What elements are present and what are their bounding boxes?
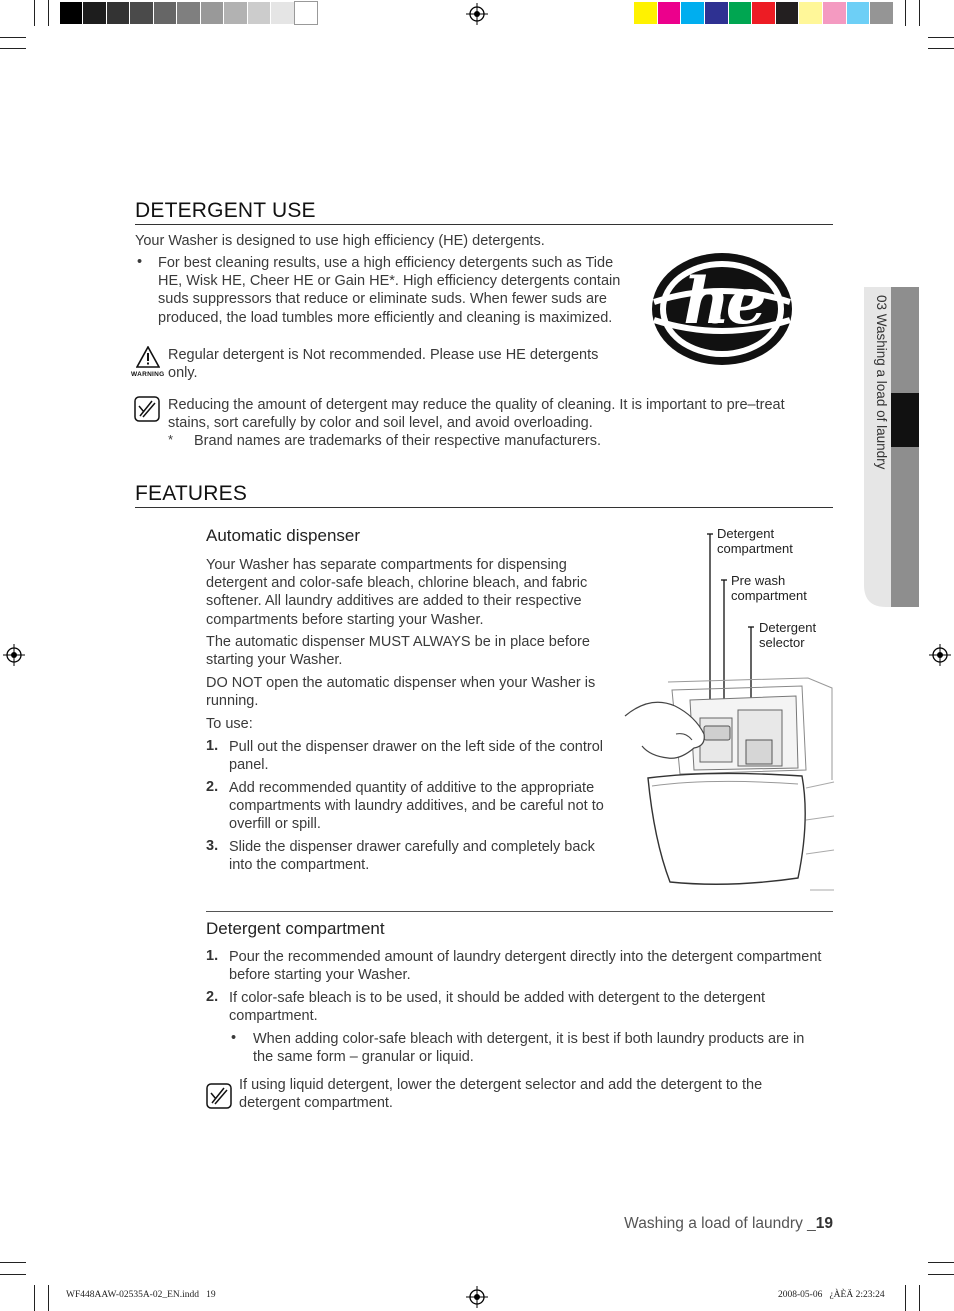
- detergent-intro: Your Washer is designed to use high efficiency (HE) detergents.: [135, 233, 545, 249]
- bullet-marker: •: [231, 1030, 237, 1046]
- warning-triangle-icon: [136, 346, 160, 368]
- compartment-sub-bullet: When adding color-safe bleach with detergent, it is best if both laundry products are in the same form – granular or liquid.: [253, 1031, 805, 1066]
- color-swatch: [823, 2, 846, 24]
- note-detergent-amount: Reducing the amount of detergent may reduce the quality of cleaning. It is important to pre–treat stains, sort carefully by color and soil level, and avoid overloading.: [168, 397, 785, 432]
- color-swatch: [130, 2, 152, 24]
- step-number: 1.: [206, 948, 219, 964]
- color-swatch: [729, 2, 752, 24]
- he-logo-text: he: [683, 264, 763, 339]
- color-swatch: [107, 2, 129, 24]
- step-number: 3.: [206, 838, 219, 854]
- warning-label: WARNING: [131, 371, 165, 378]
- dispenser-para-2: The automatic dispenser MUST ALWAYS be in place before starting your Washer.: [206, 634, 590, 669]
- color-swatch: [634, 2, 657, 24]
- step-number: 2.: [206, 779, 219, 795]
- color-swatch: [177, 2, 199, 24]
- section-heading-features: FEATURES: [135, 482, 248, 505]
- color-swatch: [271, 2, 293, 24]
- footer-page-label: Washing a load of laundry _: [624, 1215, 816, 1232]
- note-liquid-detergent: If using liquid detergent, lower the detergent selector and add the detergent to the detergent compartment.: [239, 1077, 763, 1112]
- color-swatch: [248, 2, 270, 24]
- footnote-text: Brand names are trademarks of their respective manufacturers.: [194, 433, 601, 449]
- footer-date-info: 2008-05-06 ¿ÀÈÄ 2:23:24: [778, 1290, 885, 1300]
- dispenser-para-3: DO NOT open the automatic dispenser when your Washer is running.: [206, 675, 596, 710]
- dispenser-step-2: Add recommended quantity of additive to the appropriate compartments with laundry additives, and be careful not to overfill or spill.: [229, 780, 604, 833]
- compartment-step-1: Pour the recommended amount of laundry detergent directly into the detergent compartment before starting your Washer.: [229, 949, 822, 984]
- footer-file-info: WF448AAW-02535A-02_EN.indd 19: [66, 1290, 216, 1300]
- he-detergent-bullet: For best cleaning results, use a high efficiency detergents such as Tide HE, Wisk HE, Cheer HE or Gain HE*. High efficiency detergents contain suds suppressors that reduce or eliminate suds. When fewer suds are produced, the load tumbles more efficiently and cleaning is maximized.: [158, 255, 621, 326]
- warning-text: Regular detergent is Not recommended. Please use HE detergents only.: [168, 347, 599, 382]
- color-swatch: [83, 2, 105, 24]
- color-swatch: [870, 2, 893, 24]
- color-swatch: [154, 2, 176, 24]
- registration-mark-icon: [3, 644, 25, 666]
- compartment-step-2: If color-safe bleach is to be used, it should be added with detergent to the detergent compartment.: [229, 990, 766, 1025]
- note-pencil-icon: [206, 1083, 232, 1109]
- color-swatch: [224, 2, 246, 24]
- note-pencil-icon: [134, 396, 160, 422]
- registration-mark-icon: [466, 1286, 488, 1308]
- gray-color-bar: [60, 0, 320, 26]
- dispenser-illustration: [620, 520, 835, 900]
- color-swatch: [847, 2, 870, 24]
- side-tab: [864, 287, 919, 607]
- color-swatch: [681, 2, 704, 24]
- color-swatch: [201, 2, 223, 24]
- warning-block: [131, 346, 611, 386]
- he-logo: [650, 250, 794, 368]
- color-swatch: [705, 2, 728, 24]
- footnote-marker: *: [168, 432, 174, 447]
- side-tab-label: 03 Washing a load of laundry: [874, 295, 889, 470]
- page-footer: [624, 1215, 833, 1233]
- subsection-rule: [206, 911, 833, 912]
- process-color-bar: [634, 0, 896, 26]
- bullet-marker: •: [137, 254, 143, 270]
- step-number: 2.: [206, 989, 219, 1005]
- section-heading-detergent-use: DETERGENT USE: [135, 199, 316, 222]
- color-swatch: [295, 2, 317, 24]
- color-swatch: [752, 2, 775, 24]
- color-swatch: [658, 2, 681, 24]
- registration-mark-icon: [466, 3, 488, 25]
- to-use-label: To use:: [206, 716, 253, 732]
- callout-detergent-compartment: Detergent compartment: [717, 526, 793, 556]
- callout-pre-wash-compartment: Pre wash compartment: [731, 573, 807, 603]
- dispenser-step-1: Pull out the dispenser drawer on the left side of the control panel.: [229, 739, 603, 774]
- color-swatch: [799, 2, 822, 24]
- footer-page-number: 19: [815, 1215, 833, 1232]
- dispenser-para-1: Your Washer has separate compartments for dispensing detergent and color-safe bleach, chlorine bleach, and fabric softener. All laundry additives are added to their respective compartments before starting your Washer.: [206, 557, 588, 628]
- heading-rule: [135, 507, 833, 508]
- automatic-dispenser-title: Automatic dispenser: [206, 526, 361, 545]
- dispenser-step-3: Slide the dispenser drawer carefully and completely back into the compartment.: [229, 839, 595, 874]
- registration-mark-icon: [929, 644, 951, 666]
- detergent-compartment-title: Detergent compartment: [206, 919, 385, 938]
- heading-rule: [135, 224, 833, 225]
- color-swatch: [60, 2, 82, 24]
- color-swatch: [776, 2, 799, 24]
- callout-detergent-selector: Detergent selector: [759, 620, 817, 650]
- step-number: 1.: [206, 738, 219, 754]
